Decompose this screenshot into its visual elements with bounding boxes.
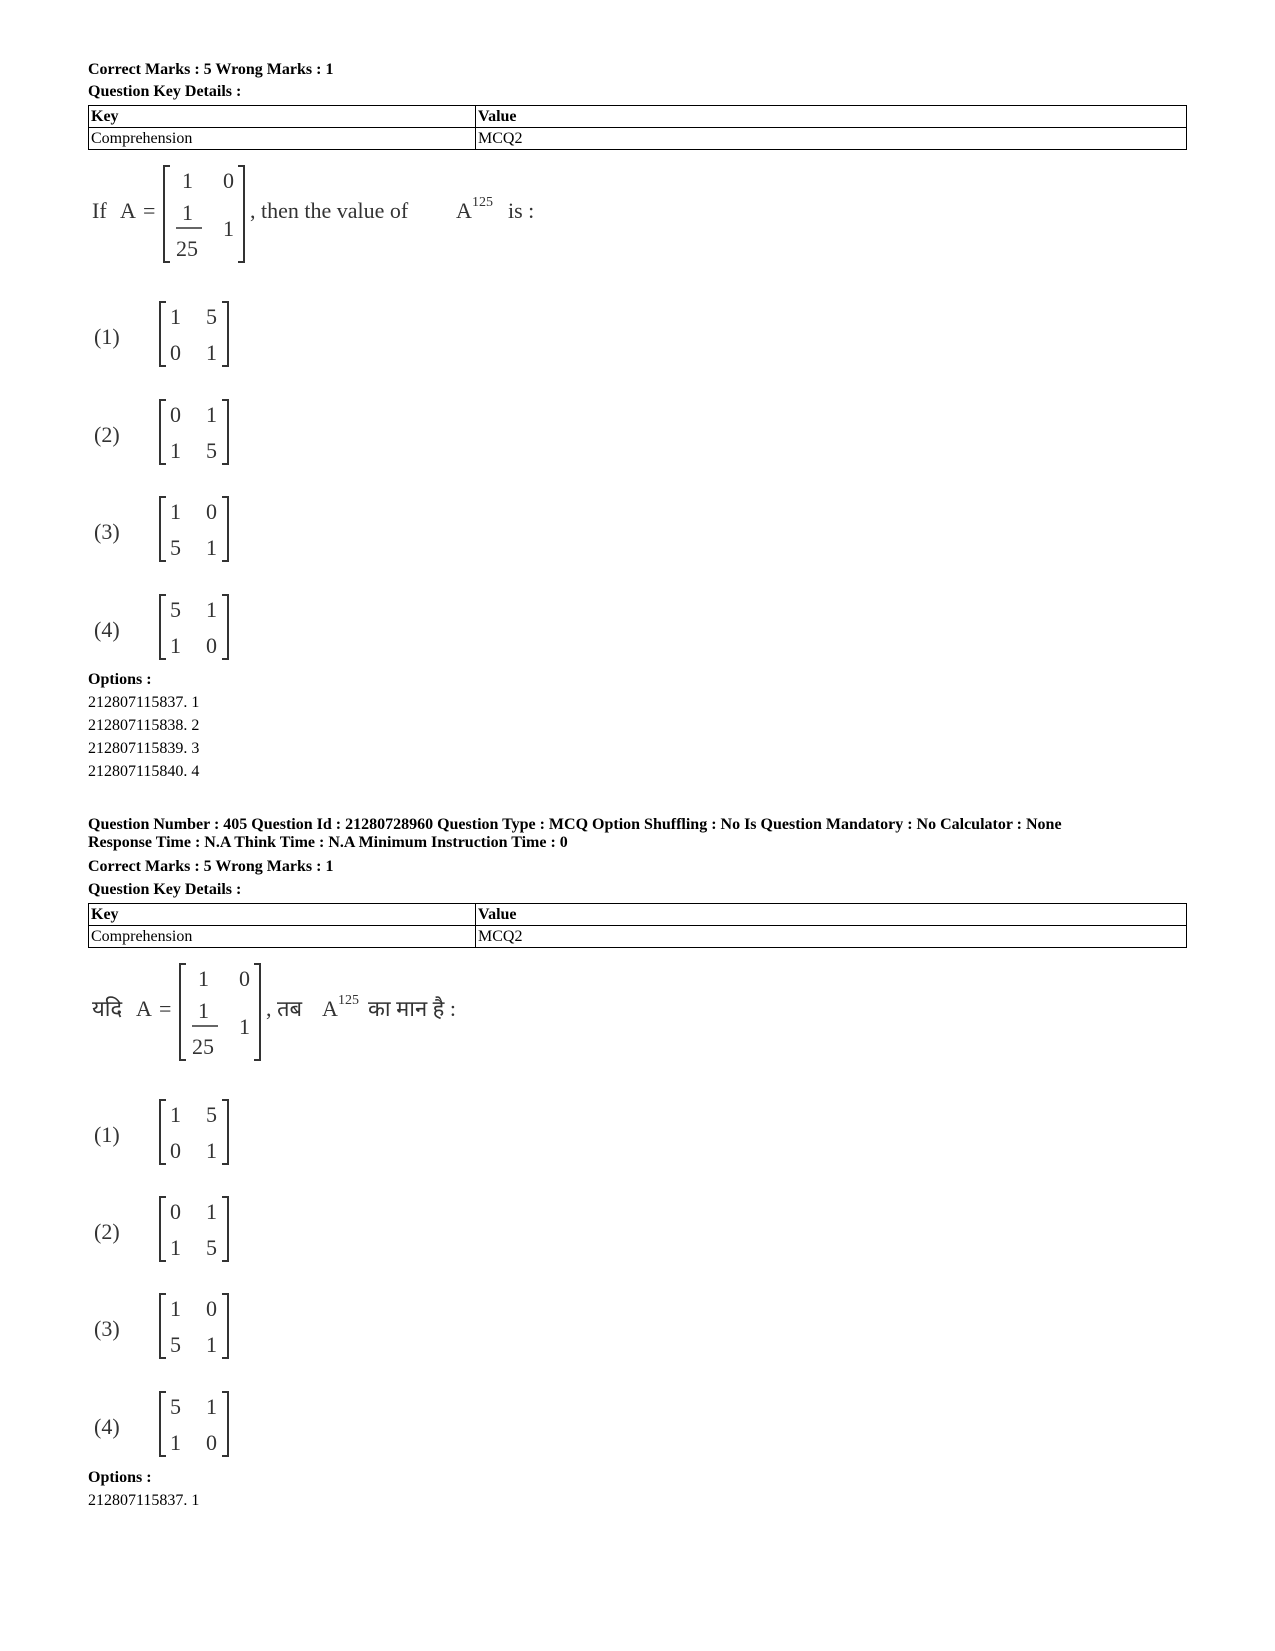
left-bracket <box>160 1197 166 1261</box>
marks-line: Correct Marks : 5 Wrong Marks : 1 <box>88 858 334 875</box>
right-bracket <box>222 1294 228 1358</box>
matrix-cell: 1 <box>206 597 217 622</box>
matrix-cell: 0 <box>223 168 234 193</box>
matrix-cell: 0 <box>206 1296 217 1321</box>
option-id: 212807115837. 1 <box>88 1492 200 1509</box>
key-value-table <box>88 105 1187 150</box>
matrix-cell: 0 <box>170 1138 181 1163</box>
matrix-cell: 0 <box>206 633 217 658</box>
matrix-cell: 0 <box>206 499 217 524</box>
right-bracket <box>222 302 228 366</box>
matrix-cell: 1 <box>182 168 193 193</box>
question-base: A <box>456 198 472 223</box>
matrix-cell: 0 <box>206 1430 217 1455</box>
question-tail: का मान है : <box>368 996 456 1021</box>
right-bracket <box>222 400 228 464</box>
table-cell-value: MCQ2 <box>476 926 1187 948</box>
table-header-row <box>89 904 1187 926</box>
right-bracket <box>222 1392 228 1456</box>
right-bracket <box>222 1100 228 1164</box>
question-eq: = <box>159 996 172 1021</box>
question-eq: = <box>143 198 156 223</box>
question-image <box>88 160 558 270</box>
question-base: A <box>322 996 338 1021</box>
matrix-cell: 1 <box>239 1014 250 1039</box>
option-label: (3) <box>94 519 120 544</box>
table-header-value: Value <box>476 904 1187 926</box>
left-bracket <box>160 400 166 464</box>
left-bracket <box>160 1100 166 1164</box>
question-header-line-1: Question Number : 405 Question Id : 21280728960 Question Type : MCQ Option Shuffling : No Is Question Mandatory : No Calculator : None <box>88 816 1062 833</box>
question-prefix: यदि <box>92 996 123 1021</box>
option-label: (4) <box>94 617 120 642</box>
right-bracket <box>238 166 244 262</box>
question-header-line-2: Response Time : N.A Think Time : N.A Minimum Instruction Time : 0 <box>88 834 568 851</box>
marks-line: Correct Marks : 5 Wrong Marks : 1 <box>88 61 334 78</box>
question-exponent: 125 <box>338 993 359 1008</box>
matrix-cell: 0 <box>239 966 250 991</box>
matrix-cell: 1 <box>206 340 217 365</box>
left-bracket <box>160 595 166 659</box>
option-label: (4) <box>94 1414 120 1439</box>
matrix-cell: 5 <box>170 535 181 560</box>
left-bracket <box>160 1294 166 1358</box>
matrix-cell: 5 <box>206 1235 217 1260</box>
matrix-cell: 25 <box>192 1034 214 1059</box>
matrix-cell: 1 <box>198 966 209 991</box>
table-cell-key: Comprehension <box>89 128 476 150</box>
option-id: 212807115840. 4 <box>88 763 200 780</box>
option-label: (2) <box>94 1219 120 1244</box>
option-label: (1) <box>94 1122 120 1147</box>
question-suffix: , तब <box>266 996 303 1021</box>
options-label: Options : <box>88 1469 152 1486</box>
table-row <box>89 128 1187 150</box>
option-image-2 <box>88 398 248 468</box>
option-label: (2) <box>94 422 120 447</box>
matrix-cell: 5 <box>206 438 217 463</box>
matrix-cell: 5 <box>170 1332 181 1357</box>
matrix-cell: 1 <box>170 499 181 524</box>
matrix-cell: 1 <box>206 1138 217 1163</box>
matrix-cell: 1 <box>170 1235 181 1260</box>
question-image <box>88 958 508 1068</box>
option-image-1 <box>88 1098 248 1168</box>
matrix-cell: 25 <box>176 236 198 261</box>
matrix-cell: 1 <box>170 1102 181 1127</box>
matrix-cell: 0 <box>170 1199 181 1224</box>
question-var: A <box>136 996 152 1021</box>
table-row <box>89 926 1187 948</box>
matrix-cell: 5 <box>170 1394 181 1419</box>
left-bracket <box>164 166 170 262</box>
left-bracket <box>180 964 186 1060</box>
option-id: 212807115838. 2 <box>88 717 200 734</box>
table-header-key: Key <box>89 904 476 926</box>
matrix-cell: 1 <box>206 1199 217 1224</box>
matrix-cell: 1 <box>206 535 217 560</box>
matrix-cell: 5 <box>170 597 181 622</box>
matrix-cell: 1 <box>182 200 193 225</box>
matrix-cell: 1 <box>223 216 234 241</box>
right-bracket <box>254 964 260 1060</box>
matrix-cell: 0 <box>170 402 181 427</box>
left-bracket <box>160 1392 166 1456</box>
matrix-cell: 1 <box>170 633 181 658</box>
matrix-cell: 1 <box>206 402 217 427</box>
option-label: (1) <box>94 324 120 349</box>
question-exponent: 125 <box>472 195 493 210</box>
table-header-row <box>89 106 1187 128</box>
option-image-3 <box>88 1292 248 1362</box>
key-details-label: Question Key Details : <box>88 83 242 100</box>
right-bracket <box>222 1197 228 1261</box>
option-image-4 <box>88 593 248 663</box>
table-header-key: Key <box>89 106 476 128</box>
key-value-table <box>88 903 1187 948</box>
key-details-label: Question Key Details : <box>88 881 242 898</box>
question-suffix: , then the value of <box>250 198 409 223</box>
option-image-3 <box>88 495 248 565</box>
matrix-cell: 5 <box>206 304 217 329</box>
option-id: 212807115837. 1 <box>88 694 200 711</box>
table-cell-value: MCQ2 <box>476 128 1187 150</box>
matrix-cell: 1 <box>170 1430 181 1455</box>
right-bracket <box>222 497 228 561</box>
right-bracket <box>222 595 228 659</box>
matrix-cell: 1 <box>206 1394 217 1419</box>
options-label: Options : <box>88 671 152 688</box>
matrix-cell: 5 <box>206 1102 217 1127</box>
matrix-cell: 1 <box>170 1296 181 1321</box>
question-prefix: If <box>92 198 107 223</box>
matrix-cell: 1 <box>170 438 181 463</box>
option-label: (3) <box>94 1316 120 1341</box>
option-id: 212807115839. 3 <box>88 740 200 757</box>
left-bracket <box>160 497 166 561</box>
table-cell-key: Comprehension <box>89 926 476 948</box>
matrix-cell: 1 <box>206 1332 217 1357</box>
matrix-cell: 1 <box>170 304 181 329</box>
left-bracket <box>160 302 166 366</box>
option-image-4 <box>88 1390 248 1460</box>
question-tail: is : <box>508 198 535 223</box>
matrix-cell: 1 <box>198 998 209 1023</box>
question-var: A <box>120 198 136 223</box>
option-image-1 <box>88 300 248 370</box>
matrix-cell: 0 <box>170 340 181 365</box>
table-header-value: Value <box>476 106 1187 128</box>
option-image-2 <box>88 1195 248 1265</box>
